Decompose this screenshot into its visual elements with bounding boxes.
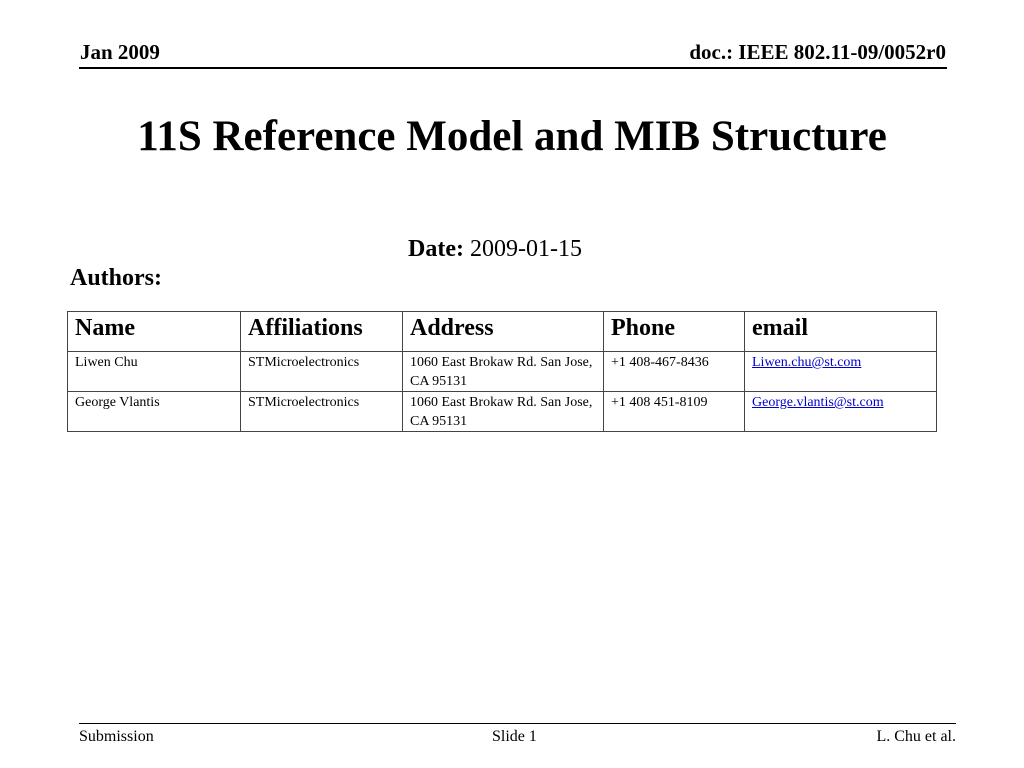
authors-table xyxy=(67,311,937,432)
cell-phone: +1 408-467-8436 xyxy=(604,352,745,392)
cell-phone: +1 408 451-8109 xyxy=(604,392,745,432)
column-header-email: email xyxy=(745,312,937,352)
cell-name: George Vlantis xyxy=(68,392,241,432)
date-value: 2009-01-15 xyxy=(469,236,582,262)
cell-address: 1060 East Brokaw Rd. San Jose, CA 95131 xyxy=(403,352,604,392)
footer-slide-number: Slide 1 xyxy=(492,728,537,745)
authors-heading: Authors: xyxy=(70,265,163,291)
footer-authors: L. Chu et al. xyxy=(876,728,956,745)
cell-email xyxy=(745,392,937,432)
column-header-name: Name xyxy=(68,312,241,352)
column-header-phone: Phone xyxy=(604,312,745,352)
cell-email xyxy=(745,352,937,392)
header-date: Jan 2009 xyxy=(80,40,160,64)
slide-title: 11S Reference Model and MIB Structure xyxy=(137,113,887,160)
header-divider xyxy=(79,67,947,69)
date-label: Date: xyxy=(408,236,464,262)
footer-submission: Submission xyxy=(79,728,154,745)
email-link[interactable]: George.vlantis@st.com xyxy=(752,395,884,410)
footer-divider xyxy=(79,723,956,724)
cell-name: Liwen Chu xyxy=(68,352,241,392)
cell-affiliation: STMicroelectronics xyxy=(241,352,403,392)
table-row xyxy=(68,392,937,432)
table-header-row xyxy=(68,312,937,352)
cell-address: 1060 East Brokaw Rd. San Jose, CA 95131 xyxy=(403,392,604,432)
date-line xyxy=(408,236,582,263)
column-header-address: Address xyxy=(403,312,604,352)
column-header-affiliations: Affiliations xyxy=(241,312,403,352)
email-link[interactable]: Liwen.chu@st.com xyxy=(752,355,862,370)
table-row xyxy=(68,352,937,392)
cell-affiliation: STMicroelectronics xyxy=(241,392,403,432)
header-doc-id: doc.: IEEE 802.11-09/0052r0 xyxy=(689,40,946,64)
